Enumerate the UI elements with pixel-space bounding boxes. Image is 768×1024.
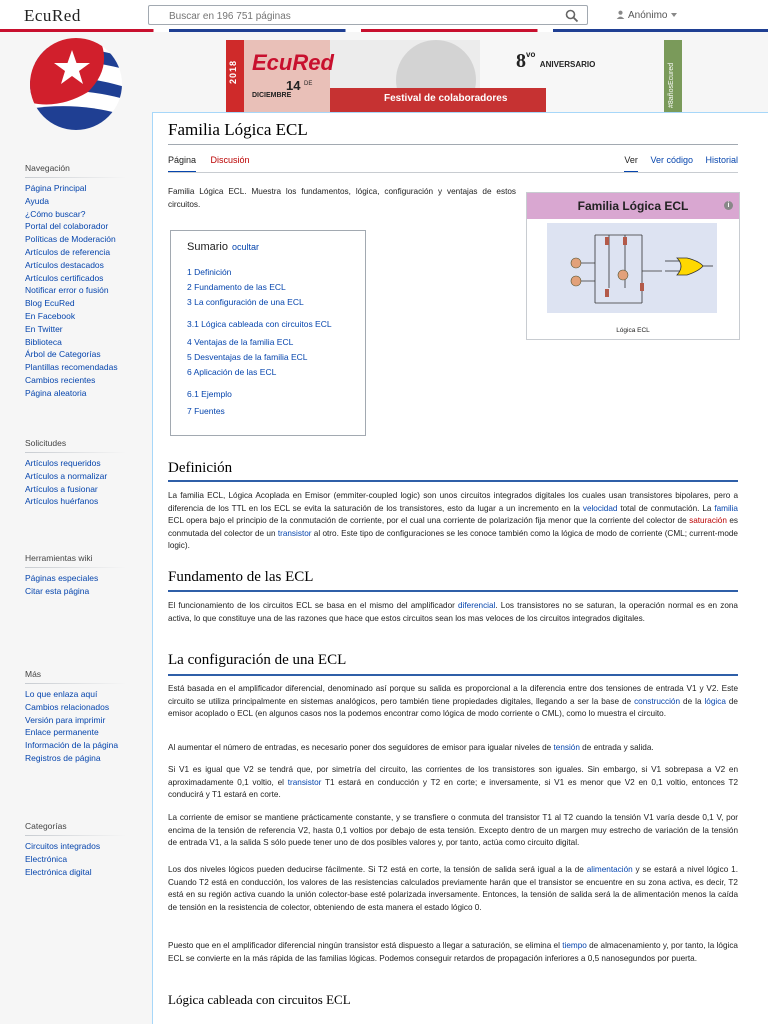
- toc-header: [187, 241, 259, 253]
- sidebar-item[interactable]: En Facebook: [25, 310, 76, 321]
- text: La familia ECL, Lógica Acoplada en Emisor (emmiter-coupled logic) son unos circuitos integrados digitales los cuales usan transistores bipolares, pero a diferencia de los TTL en los ECL se evita la saturación de los transistores, esto da lugar a un incremento en la: [168, 491, 738, 513]
- link-familia[interactable]: familia: [714, 503, 738, 513]
- link-saturacion[interactable]: saturación: [689, 516, 727, 526]
- configuracion-paragraph-3: [168, 764, 738, 802]
- search-box[interactable]: [148, 5, 588, 25]
- text: de emisor acoplado o ECL (en algunos casos nos la podemos encontrar como lógica de modo corriente o CML), como lo muestra el circuito.: [168, 696, 738, 719]
- sidebar-item[interactable]: Artículos huérfanos: [25, 496, 99, 507]
- text: de la: [680, 696, 705, 706]
- banner-anniv-word: ANIVERSARIO: [539, 60, 596, 69]
- text: Está basada en el amplificador diferencial, denominado así porque su salida es proporcional a la diferencia entre dos tensiones de entrada V1 y V2. Este circuito se utiliza principalmente en sistemas analógicos, pero también tiene propiedades digitales, llegando a ser la base de: [168, 684, 738, 706]
- info-icon[interactable]: i: [724, 201, 733, 210]
- anniversary-banner[interactable]: [226, 40, 682, 112]
- sidebar-herramientas: [10, 553, 126, 599]
- ecl-circuit-image[interactable]: [547, 223, 717, 313]
- infobox-caption: Lógica ECL: [616, 327, 650, 334]
- sidebar-item[interactable]: ¿Cómo buscar?: [25, 208, 86, 219]
- sidebar-item[interactable]: Circuitos integrados: [25, 841, 101, 851]
- infobox-title: [527, 193, 739, 219]
- brand-stripe: [0, 29, 768, 32]
- page-tabs-left: [168, 155, 262, 165]
- sidebar-item[interactable]: Árbol de Categorías: [25, 349, 101, 360]
- page-title: Familia Lógica ECL: [168, 120, 308, 139]
- toc-item[interactable]: 2 Fundamento de las ECL: [187, 282, 286, 292]
- table-of-contents: [170, 230, 366, 436]
- sidebar-item[interactable]: Políticas de Moderación: [25, 234, 116, 245]
- definicion-paragraph: [168, 490, 738, 553]
- link-construccion[interactable]: construcción: [634, 696, 681, 706]
- sidebar-item[interactable]: Portal del colaborador: [25, 221, 109, 232]
- banner-anniv-sup: vo: [526, 50, 536, 59]
- sidebar-categorias: [10, 821, 126, 879]
- sidebar-item[interactable]: Versión para imprimir: [25, 714, 106, 725]
- toc-item[interactable]: 3 La configuración de una ECL: [187, 297, 304, 307]
- text: Si V1 es igual que V2 se tendrá que, por simetría del circuito, las corrientes de los transistores son iguales. Sin embargo, si V1 sobrepasa a V2 en aproximadamente 0,1 voltio, el: [168, 765, 738, 787]
- text: . Los transistores no se saturan, la operación normal es en zona activa, lo que constituye una de las razones que hace que estos circuitos sean los mas veloces de los circuitos integrados digitales.: [168, 601, 738, 623]
- toc-item[interactable]: 3.1 Lógica cableada con circuitos ECL: [187, 319, 332, 329]
- banner-anniv-number: 8: [516, 50, 526, 72]
- text: es conmutada del colector de un: [168, 516, 738, 538]
- section-heading-logica-cableada: Lógica cableada con circuitos ECL: [168, 992, 351, 1007]
- configuracion-paragraph-5: [168, 864, 738, 914]
- sidebar-item[interactable]: Información de la página: [25, 740, 119, 751]
- banner-month: DICIEMBRE: [252, 92, 292, 99]
- text: Los dos niveles lógicos pueden deducirse fácilmente. Si T2 está en corte, la tensión de salida será igual a la de: [168, 865, 587, 874]
- tabs-divider: [168, 172, 738, 173]
- sidebar-solicitudes: [10, 438, 126, 509]
- sidebar-item[interactable]: Notificar error o fusión: [25, 285, 109, 296]
- sidebar-heading: Navegación: [25, 163, 70, 173]
- sidebar-heading: Más: [25, 669, 42, 679]
- text: ECL opera bajo el principio de la conmutación de corriente, por el cual una corriente de polarización fija menor que la corriente del colector de: [168, 516, 690, 526]
- configuracion-paragraph-1: [168, 683, 738, 721]
- sidebar-separator: [25, 567, 126, 568]
- sidebar-item[interactable]: Electrónica digital: [25, 866, 92, 877]
- sidebar-item[interactable]: Artículos certificados: [25, 272, 104, 283]
- text: Al aumentar el número de entradas, es necesario poner dos seguidores de emisor para igualar niveles de: [168, 743, 554, 752]
- chevron-down-icon: [671, 13, 677, 17]
- toc-item[interactable]: 4 Ventajas de la familia ECL: [187, 337, 294, 347]
- infobox-title-text: Familia Lógica ECL: [577, 199, 689, 213]
- sidebar-separator: [25, 683, 126, 684]
- banner-event: Festival de colaboradores: [384, 93, 508, 104]
- toc-item[interactable]: 7 Fuentes: [187, 406, 225, 416]
- section-heading-configuracion: La configuración de una ECL: [168, 652, 347, 668]
- sidebar-item[interactable]: Blog EcuRed: [25, 298, 75, 309]
- section-divider: [168, 674, 738, 676]
- section-divider: [168, 480, 738, 482]
- sidebar-item[interactable]: Electrónica: [25, 853, 68, 864]
- sidebar-item[interactable]: Cambios recientes: [25, 374, 96, 385]
- sidebar-item[interactable]: Página aleatoria: [25, 387, 87, 398]
- sidebar-item[interactable]: Artículos requeridos: [25, 458, 101, 468]
- banner-hashtag: #8añosEcured: [668, 62, 675, 108]
- sidebar-separator: [25, 177, 126, 178]
- configuracion-paragraph-6: [168, 940, 738, 965]
- text: de entrada y salida.: [579, 743, 654, 752]
- sidebar-item[interactable]: Páginas especiales: [25, 573, 99, 583]
- page-tabs-right: [614, 155, 738, 165]
- banner-anniversary: [516, 50, 595, 73]
- sidebar-item[interactable]: Cambios relacionados: [25, 701, 110, 712]
- link-diferencial[interactable]: diferencial: [458, 601, 496, 610]
- sidebar-heading: Categorías: [25, 821, 67, 831]
- user-menu[interactable]: [616, 10, 677, 21]
- sidebar-navegacion: [10, 163, 126, 401]
- section-divider: [168, 590, 738, 592]
- sidebar-item[interactable]: Plantillas recomendadas: [25, 362, 118, 373]
- sidebar-item[interactable]: Artículos destacados: [25, 259, 104, 270]
- tab-historial[interactable]: Historial: [705, 155, 738, 165]
- configuracion-paragraph-4: La corriente de emisor se mantiene prácticamente constante, y se transfiere o conmuta del transistor T1 al T2 cuando la tensión V1 varía desde 0,1 V, por encima de la tensión de referencia V2, hasta 0,1 voltios por debajo de esta tensión. Excepto dentro de un margen muy estrecho de variación de la tensión de entrada V1, a la salida S sólo puede tener uno de dos posibles valores y, por tanto, actúa como circuito digital.: [168, 813, 738, 848]
- toc-item[interactable]: 5 Desventajas de la familia ECL: [187, 352, 308, 362]
- sidebar-item[interactable]: Enlace permanente: [25, 727, 99, 738]
- tab-pagina[interactable]: Página: [168, 155, 196, 173]
- sidebar-item[interactable]: Artículos de referencia: [25, 246, 111, 257]
- text: T1 estará en conducción y T2 en corte; e inversamente, si V1 es menor que V2 en 0,1 voltio, entonces T2 conducirá y T1 estará en corte.: [168, 777, 739, 800]
- search-icon[interactable]: [565, 9, 579, 23]
- sidebar-item[interactable]: Artículos a normalizar: [25, 470, 108, 481]
- sidebar-item[interactable]: En Twitter: [25, 323, 63, 334]
- top-bar: [0, 0, 768, 30]
- toc-toggle[interactable]: ocultar: [231, 242, 259, 252]
- fundamento-paragraph: [168, 600, 738, 625]
- sidebar-heading: Herramientas wiki: [25, 553, 93, 563]
- tab-discusion[interactable]: Discusión: [210, 155, 250, 165]
- link-velocidad[interactable]: velocidad: [582, 503, 618, 513]
- user-name: Anónimo: [628, 10, 668, 21]
- link-transistor[interactable]: transistor: [277, 528, 312, 538]
- toc-item[interactable]: 6.1 Ejemplo: [187, 389, 232, 399]
- tab-ver[interactable]: Ver: [624, 155, 638, 173]
- link-tension[interactable]: tensión: [553, 743, 580, 752]
- link-transistor[interactable]: transistor: [287, 777, 322, 787]
- link-logica[interactable]: lógica: [704, 696, 726, 706]
- sidebar-separator: [25, 835, 126, 836]
- sidebar-item[interactable]: Citar esta página: [25, 585, 90, 596]
- text: y se estará a nivel lógico 1. Cuando T2 está en conducción, los valores de las resistencias calculados previamente harán que el transistor se encuentre en su zona activa, es decir, T2 está en su región activa cuando la unión colector-base esté polarizada inversamente. Entonces, la tensión de salida será la de alimentación menos la caída de tensión en la resistencia de colector, obteniendo de esta manera el estado lógico 0.: [168, 865, 738, 912]
- toc-item[interactable]: 6 Aplicación de las ECL: [187, 367, 277, 377]
- text: total de conmutación. La: [617, 503, 715, 513]
- sidebar-separator: [25, 452, 126, 453]
- brand-logo-text[interactable]: EcuRed: [24, 6, 81, 25]
- link-alimentacion[interactable]: alimentación: [586, 865, 633, 874]
- sidebar-heading: Solicitudes: [25, 438, 67, 448]
- text: de almacenamiento y, por tanto, la lógica ECL se convierte en la más rápida de las familias lógicas. Podemos conseguir retardos de propagación inferiores a 0,5 nanosegundos por puerta.: [168, 941, 738, 963]
- tab-ver-codigo[interactable]: Ver código: [650, 155, 693, 165]
- link-tiempo[interactable]: tiempo: [562, 941, 587, 950]
- banner-day: 14: [286, 78, 301, 93]
- banner-de: DE: [304, 81, 313, 87]
- text: El funcionamiento de los circuitos ECL se basa en el mismo del amplificador: [168, 601, 459, 610]
- infobox: [526, 192, 740, 340]
- sidebar-item[interactable]: Ayuda: [25, 195, 49, 206]
- section-heading-definicion: Definición: [168, 460, 233, 476]
- banner-brand: EcuRed: [252, 50, 334, 75]
- user-icon: [616, 10, 625, 19]
- sidebar-mas: [10, 669, 126, 766]
- intro-paragraph: Familia Lógica ECL. Muestra los fundamentos, lógica, configuración y ventajas de estos circuitos.: [168, 187, 516, 209]
- section-heading-fundamento: Fundamento de las ECL: [168, 569, 314, 585]
- banner-year: 2018: [228, 59, 238, 84]
- sidebar-item[interactable]: Página Principal: [25, 183, 87, 193]
- text: Puesto que en el amplificador diferencial ningún transistor está dispuesto a llegar a saturación, se elimina el: [168, 941, 563, 950]
- title-divider: [168, 144, 738, 145]
- sidebar-item[interactable]: Registros de página: [25, 752, 101, 763]
- sidebar-item[interactable]: Artículos a fusionar: [25, 483, 98, 494]
- ecured-flag-logo[interactable]: [28, 36, 124, 132]
- text: al otro. Este tipo de configuraciones se les conoce también como la lógica de modo de corriente (CML; current-mode logic).: [168, 528, 738, 551]
- search-input[interactable]: [149, 8, 569, 26]
- toc-item[interactable]: 1 Definición: [187, 267, 232, 277]
- sidebar-item[interactable]: Lo que enlaza aquí: [25, 689, 98, 699]
- configuracion-paragraph-2: [168, 742, 738, 755]
- sidebar-item[interactable]: Biblioteca: [25, 336, 62, 347]
- toc-title: Sumario: [187, 241, 228, 253]
